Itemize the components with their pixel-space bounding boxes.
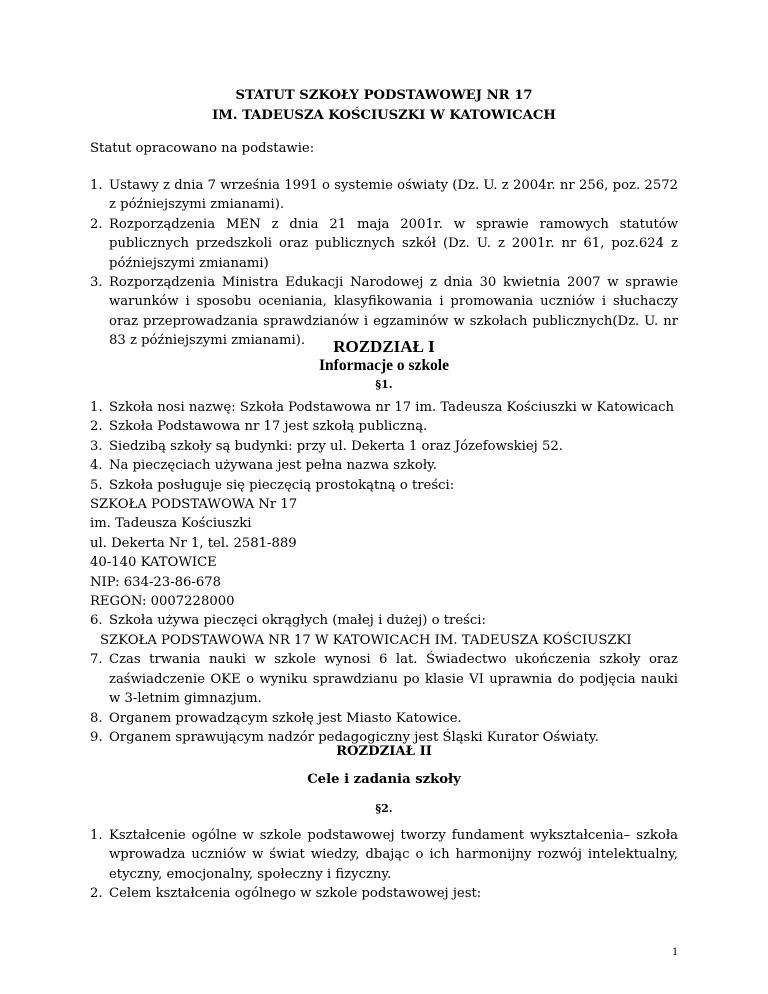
chapter2-item: 1. Kształcenie ogólne w szkole podstawowej tworzy fundament wykształcenia– szkoła wprowadza uczniów w świat wiedzy, dbając o ich harmonijny rozwój intelektualny, etyczny, emocjonalny, społeczny i fizyczny. (90, 828, 678, 882)
stamp-line: 40-140 KATOWICE (90, 555, 217, 571)
basis-item: 2. Rozporządzenia MEN z dnia 21 maja 2001r. w sprawie ramowych statutów publicznych przedszkoli oraz publicznych szkół (Dz. U. z 2001r. nr 61, poz.624 z późniejszymi zmianami) (90, 216, 678, 271)
stamp-line: NIP: 634-23-86-678 (90, 574, 222, 590)
chapter1-item: 9. Organem sprawującym nadzór pedagogiczny jest Śląski Kurator Oświaty. (90, 729, 599, 745)
chapter1-title: ROZDZIAŁ I (333, 337, 435, 356)
chapter1-body (90, 398, 678, 747)
intro-line: Statut opracowano na podstawie: (90, 141, 315, 156)
document-title-line2: IM. TADEUSZA KOŚCIUSZKI W KATOWICACH (212, 108, 556, 123)
chapter2-subtitle: Cele i zadania szkoły (307, 772, 461, 787)
chapter2-item: 2. Celem kształcenia ogólnego w szkole podstawowej jest: (90, 886, 482, 902)
stamp-line: im. Tadeusza Kościuszki (90, 516, 252, 532)
basis-item: 1. Ustawy z dnia 7 września 1991 o systemie oświaty (Dz. U. z 2004r. nr 256, poz. 2572 z późniejszymi zmianami). (90, 178, 678, 213)
chapter1-item: 6. Szkoła używa pieczęci okrągłych (małej i dużej) o treści: (90, 613, 486, 629)
chapter1-subtitle: Informacje o szkole (319, 357, 449, 374)
basis-item: 3. Rozporządzenia Ministra Edukacji Narodowej z dnia 30 kwietnia 2007 w sprawie warunków i sposobu oceniania, klasyfikowania i promowania uczniów i słuchaczy oraz przeprowadzania sprawdzianów i egzaminów w szkołach publicznych(Dz. U. nr 83 z późniejszymi zmianami). (90, 275, 678, 349)
chapter1-paragraph-sign: §1. (375, 378, 393, 391)
stamp-line: ul. Dekerta Nr 1, tel. 2581-889 (90, 535, 297, 551)
chapter1-item: 1. Szkoła nosi nazwę: Szkoła Podstawowa nr 17 im. Tadeusza Kościuszki w Katowicach (90, 400, 675, 415)
rect-stamp-text (90, 495, 678, 611)
chapter2-paragraph-sign: §2. (375, 802, 393, 815)
chapter1-item: 8. Organem prowadzącym szkołę jest Miasto Katowice. (90, 710, 462, 726)
stamp-line: SZKOŁA PODSTAWOWA Nr 17 (90, 497, 298, 513)
chapter2-title: ROZDZIAŁ II (336, 744, 432, 759)
chapter1-item: 7. Czas trwania nauki w szkole wynosi 6 lat. Świadectwo ukończenia szkoły oraz zaświadczenie OKE o wyniku sprawdzianu po klasie VI uprawnia do podjęcia nauki w 3-letnim gimnazjum. (90, 652, 678, 707)
chapter1-item: 2. Szkoła Podstawowa nr 17 jest szkołą publiczną. (90, 419, 428, 435)
basis-list (90, 176, 678, 351)
round-stamp-text: SZKOŁA PODSTAWOWA NR 17 W KATOWICACH IM. TADEUSZA KOŚCIUSZKI (100, 632, 632, 648)
chapter1-item: 3. Siedzibą szkoły są budynki: przy ul. Dekerta 1 oraz Józefowskiej 52. (90, 438, 563, 454)
stamp-line: REGON: 0007228000 (90, 594, 235, 610)
document-title-line1: STATUT SZKOŁY PODSTAWOWEJ NR 17 (235, 88, 533, 103)
chapter2-body (90, 826, 678, 904)
intro-text (90, 139, 678, 158)
chapter1-item: 4. Na pieczęciach używana jest pełna nazwa szkoły. (90, 458, 437, 474)
page-number: 1 (672, 944, 678, 958)
chapter1-item: 5. Szkoła posługuje się pieczęcią prostokątną o treści: (90, 477, 455, 493)
